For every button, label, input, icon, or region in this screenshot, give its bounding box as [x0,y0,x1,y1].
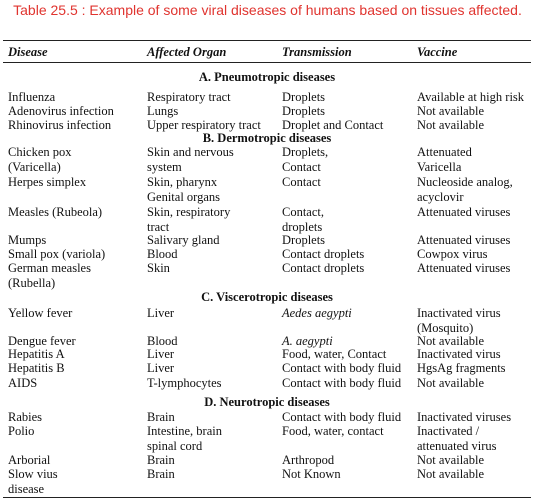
vaccine-cell: Attenuated viruses [417,205,511,219]
section-title: B. Dermotropic diseases [202,131,332,145]
disease-cell: Measles (Rubeola) [8,205,103,219]
table-row [0,467,535,496]
disease-cell: Mumps [8,233,47,247]
table-row [0,261,535,290]
affected-organ-cell: Brain [147,410,175,424]
transmission-cell: Droplets [282,90,326,104]
table-row [0,424,535,453]
table-row [0,175,535,204]
affected-organ-cell: Skin, pharynx Genital organs [147,175,221,204]
bottom-rule [3,497,531,498]
affected-organ-cell: Liver [147,361,175,375]
transmission-cell: Contact, droplets [282,205,325,234]
disease-cell: Small pox (variola) [8,247,106,261]
affected-organ-cell: Liver [147,347,175,361]
section-title: A. Pneumotropic diseases [198,70,336,84]
header-transmission: Transmission [282,45,352,59]
vaccine-cell: Attenuated viruses [417,261,511,275]
transmission-cell: Arthropod [282,453,335,467]
transmission-cell: Droplets [282,233,326,247]
affected-organ-cell: Blood [147,334,178,348]
vaccine-cell: Inactivated virus [417,347,501,361]
header-disease: Disease [8,45,48,59]
vaccine-cell: Not available [417,334,484,348]
table-row [0,145,535,174]
disease-cell: Hepatitis B [8,361,65,375]
affected-organ-cell: T-lymphocytes [147,376,222,390]
disease-cell: Rabies [8,410,43,424]
transmission-cell: Food, water, contact [282,424,384,438]
transmission-cell: Food, water, Contact [282,347,387,361]
vaccine-cell: Not available [417,104,484,118]
table-row [0,376,535,396]
vaccine-cell: Not available [417,453,484,467]
affected-organ-cell: Skin and nervous system [147,145,234,174]
section-title: D. Neurotropic diseases [204,395,330,409]
affected-organ-cell: Salivary gland [147,233,220,247]
disease-cell: Hepatitis A [8,347,65,361]
table-row [0,306,535,335]
transmission-cell: Contact with body fluid [282,410,402,424]
disease-cell: AIDS [8,376,38,390]
vaccine-cell: Inactivated viruses [417,410,512,424]
transmission-cell: Contact with body fluid [282,376,402,390]
affected-organ-cell: Upper respiratory tract [147,118,261,132]
transmission-cell: Droplets [282,104,326,118]
header-vaccine: Vaccine [417,45,458,59]
vaccine-cell: Inactivated virus (Mosquito) [417,306,501,335]
vaccine-cell: Not available [417,467,484,481]
disease-cell: Slow vius disease [8,467,58,496]
vaccine-cell: Attenuated viruses [417,233,511,247]
vaccine-cell: Cowpox virus [417,247,488,261]
transmission-cell: A. aegypti [282,334,333,348]
disease-cell: Yellow fever [8,306,73,320]
affected-organ-cell: Respiratory tract [147,90,231,104]
transmission-cell: Contact with body fluid [282,361,402,375]
table-caption: Table 25.5 : Example of some viral diseases of humans based on tissues affected. [13,2,522,18]
disease-cell: Chicken pox (Varicella) [8,145,72,174]
affected-organ-cell: Intestine, brain spinal cord [147,424,222,453]
transmission-cell: Contact droplets [282,247,365,261]
disease-cell: Polio [8,424,35,438]
section-title: C. Viscerotropic diseases [201,290,333,304]
disease-cell: Adenovirus infection [8,104,114,118]
header-affected-organ: Affected Organ [147,45,227,59]
vaccine-cell: Nucleoside analog, acyclovir [417,175,513,204]
vaccine-cell: Available at high risk [417,90,525,104]
affected-organ-cell: Brain [147,467,175,481]
affected-organ-cell: Skin, respiratory tract [147,205,231,234]
transmission-cell: Contact [282,175,321,189]
transmission-cell: Contact droplets [282,261,365,275]
vaccine-cell: Attenuated Varicella [417,145,472,174]
disease-cell: Influenza [8,90,56,104]
vaccine-cell: Not available [417,376,484,390]
transmission-cell: Not Known [282,467,341,481]
affected-organ-cell: Brain [147,453,175,467]
vaccine-cell: Not available [417,118,484,132]
disease-cell: Herpes simplex [8,175,87,189]
vaccine-cell: HgsAg fragments [417,361,506,375]
transmission-cell: Droplet and Contact [282,118,384,132]
disease-cell: Arborial [8,453,51,467]
disease-cell: German measles (Rubella) [8,261,91,290]
table-row [0,205,535,234]
transmission-cell: Aedes aegypti [282,306,352,320]
affected-organ-cell: Lungs [147,104,179,118]
affected-organ-cell: Blood [147,247,178,261]
transmission-cell: Droplets, Contact [282,145,329,174]
affected-organ-cell: Liver [147,306,175,320]
disease-cell: Dengue fever [8,334,76,348]
affected-organ-cell: Skin [147,261,170,275]
vaccine-cell: Inactivated / attenuated virus [417,424,497,453]
disease-cell: Rhinovirus infection [8,118,112,132]
